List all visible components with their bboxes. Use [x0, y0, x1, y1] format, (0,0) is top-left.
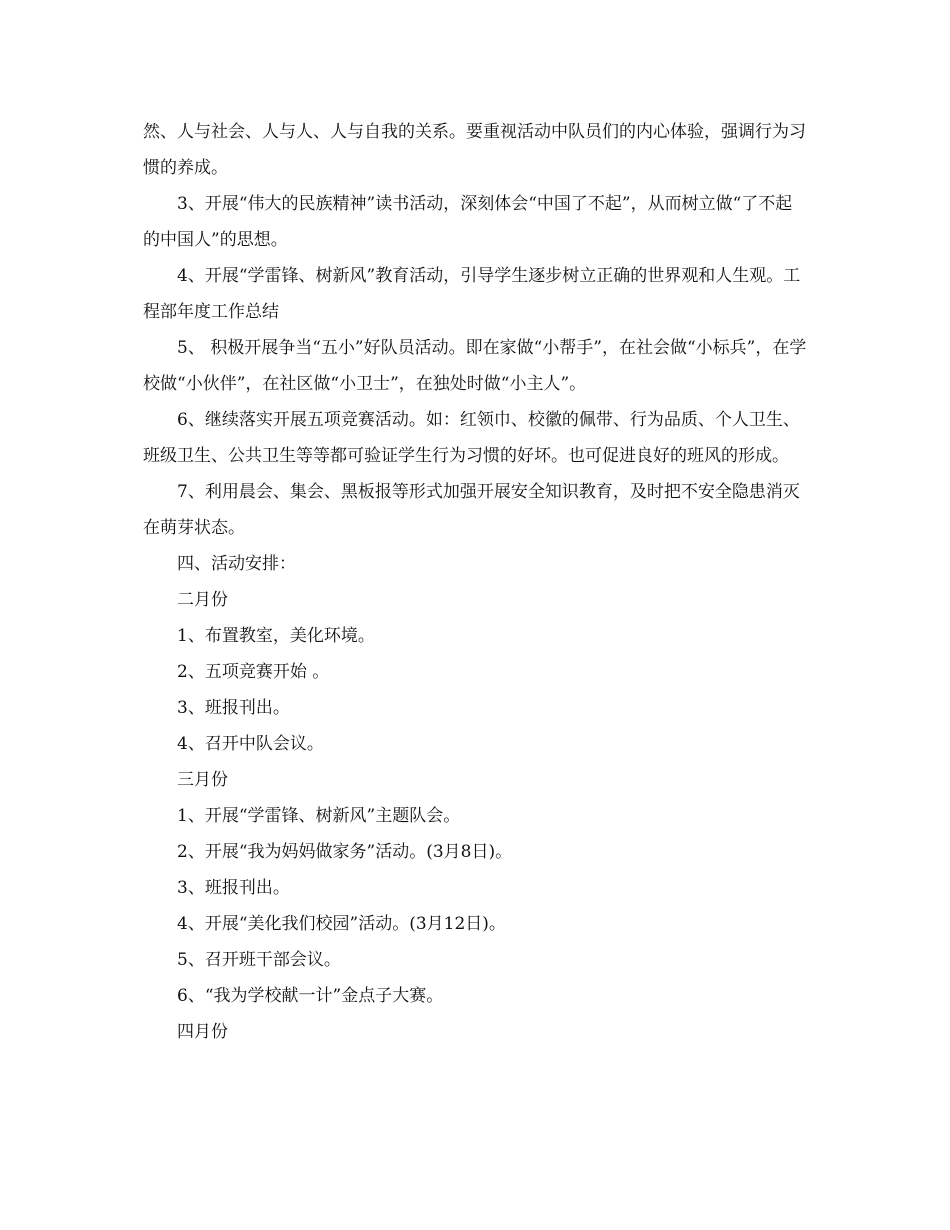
paragraph-item-5: 5、 积极开展争当“五小”好队员活动。即在家做“小帮手”，在社会做“小标兵”，在学校做“小伙伴”，在社区做“小卫士”，在独处时做“小主人”。: [143, 338, 807, 394]
month-heading-april: 四月份: [177, 1022, 228, 1042]
paragraph-item-4: 4、开展“学雷锋、树新风”教育活动，引导学生逐步树立正确的世界观和人生观。工程部年度工作总结: [143, 266, 801, 322]
paragraph-continuation: 然、人与社会、人与人、人与自我的关系。要重视活动中队员们的内心体验，强调行为习惯的养成。: [143, 122, 806, 178]
list-item: 6、“我为学校献一计”金点子大赛。: [177, 986, 444, 1006]
list-item: 5、召开班干部会议。: [177, 950, 341, 970]
list-item: 4、开展“美化我们校园”活动。(3月12日)。: [177, 914, 506, 934]
section-heading-activity-schedule: 四、活动安排：: [177, 554, 296, 574]
list-item: 3、班报刊出。: [177, 698, 290, 718]
list-item: 1、开展“学雷锋、树新风”主题队会。: [177, 806, 461, 826]
month-heading-february: 二月份: [177, 590, 228, 610]
document-page: [143, 114, 808, 1050]
list-item: 2、五项竞赛开始 。: [177, 662, 330, 682]
paragraph-item-3: 3、开展“伟大的民族精神”读书活动，深刻体会“中国了不起”，从而树立做“了不起的中国人”的思想。: [143, 194, 793, 250]
month-heading-march: 三月份: [177, 770, 228, 790]
paragraph-item-7: 7、利用晨会、集会、黑板报等形式加强开展安全知识教育，及时把不安全隐患消灭在萌芽状态。: [143, 482, 800, 538]
list-item: 4、召开中队会议。: [177, 734, 324, 754]
list-item: 1、布置教室，美化环境。: [177, 626, 375, 646]
list-item: 3、班报刊出。: [177, 878, 290, 898]
paragraph-item-6: 6、继续落实开展五项竞赛活动。如：红领巾、校徽的佩带、行为品质、个人卫生、班级卫生、公共卫生等等都可验证学生行为习惯的好坏。也可促进良好的班风的形成。: [143, 410, 800, 466]
list-item: 2、开展“我为妈妈做家务”活动。(3月8日)。: [177, 842, 513, 862]
